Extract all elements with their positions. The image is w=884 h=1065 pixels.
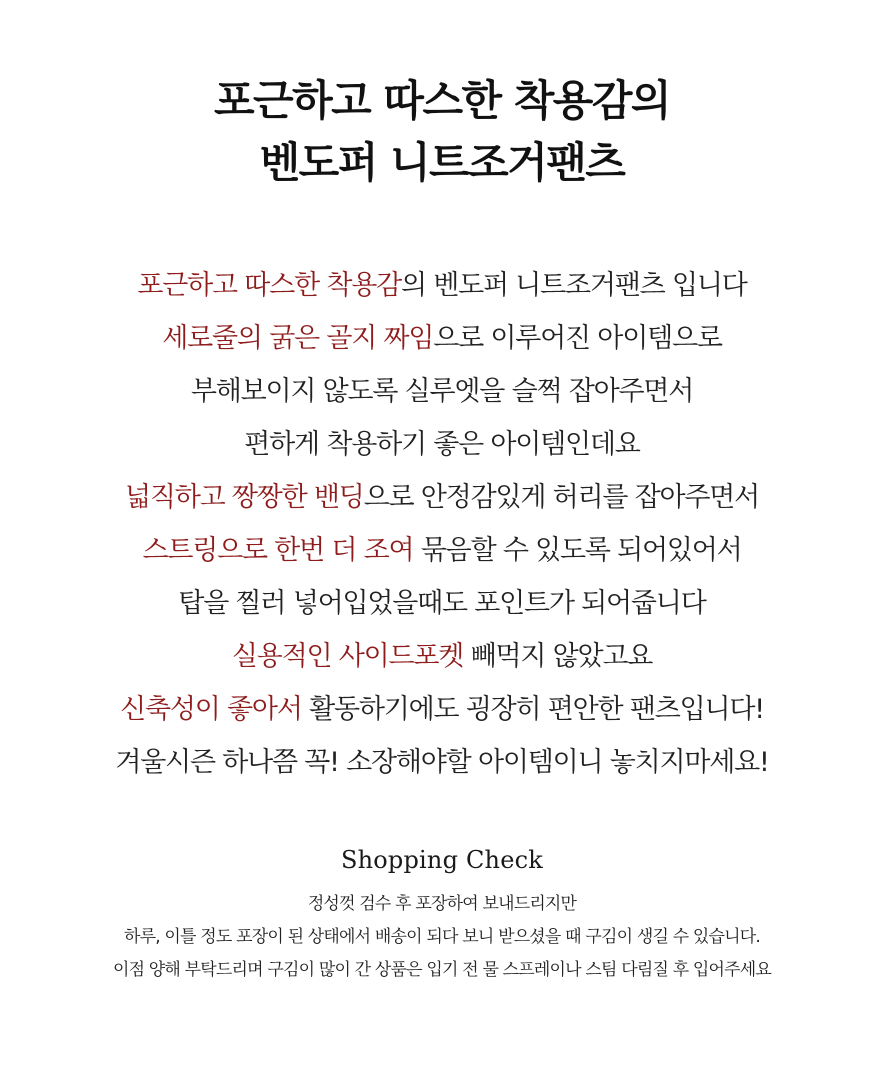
description-accent: 넓직하고 짱짱한 밴딩 <box>124 482 364 513</box>
description-accent: 신축성이 좋아서 <box>120 694 302 725</box>
description-line <box>0 683 884 736</box>
description-line <box>0 312 884 365</box>
description-accent: 세로줄의 굵은 골지 짜임 <box>162 323 434 354</box>
description-line <box>0 736 884 789</box>
description-line <box>0 471 884 524</box>
description-line <box>0 365 884 418</box>
description-accent: 포근하고 따스한 착용감 <box>137 270 401 301</box>
description-accent: 실용적인 사이드포켓 <box>231 641 464 672</box>
description-text: 겨울시즌 하나쯤 꼭! 소장해야할 아이템이니 놓치지마세요! <box>115 747 769 778</box>
description-text: 의 벤도퍼 니트조거팬츠 입니다 <box>400 270 747 301</box>
shopping-check-note: 이점 양해 부탁드리며 구김이 많이 간 상품은 입기 전 물 스프레이나 스팀 다림질 후 입어주세요 <box>112 960 772 980</box>
description-line <box>0 259 884 312</box>
headline-line-2: 벤도퍼 니트조거팬츠 <box>259 138 625 187</box>
description-line <box>0 524 884 577</box>
shopping-check-note: 정성껏 검수 후 포장하여 보내드리지만 <box>307 894 577 914</box>
description-text: 부해보이지 않도록 실루엣을 슬쩍 잡아주면서 <box>190 376 694 407</box>
description-text: 빼먹지 않았고요 <box>463 641 653 672</box>
description-text: 편하게 착용하기 좋은 아이템인데요 <box>244 429 640 460</box>
description-line <box>0 418 884 471</box>
description-line <box>0 577 884 630</box>
description-text: 으로 이루어진 아이템으로 <box>433 323 722 354</box>
headline <box>0 70 884 194</box>
description-text: 활동하기에도 굉장히 편안한 팬츠입니다! <box>301 694 764 725</box>
shopping-check-notes <box>0 888 884 987</box>
description-accent: 스트링으로 한번 더 조여 <box>142 535 414 566</box>
description-text: 으로 안정감있게 허리를 잡아주면서 <box>363 482 760 513</box>
shopping-check-note: 하루, 이틀 정도 포장이 된 상태에서 배송이 되다 보니 받으셨을 때 구김이 생길 수 있습니다. <box>123 927 761 947</box>
headline-line-1: 포근하고 따스한 착용감의 <box>213 76 671 125</box>
description-line <box>0 630 884 683</box>
description-block <box>0 259 884 789</box>
shopping-check-title: Shopping Check <box>340 846 543 874</box>
description-text: 탑을 찔러 넣어입었을때도 포인트가 되어줍니다 <box>178 588 706 619</box>
description-text: 묶음할 수 있도록 되어있어서 <box>413 535 742 566</box>
